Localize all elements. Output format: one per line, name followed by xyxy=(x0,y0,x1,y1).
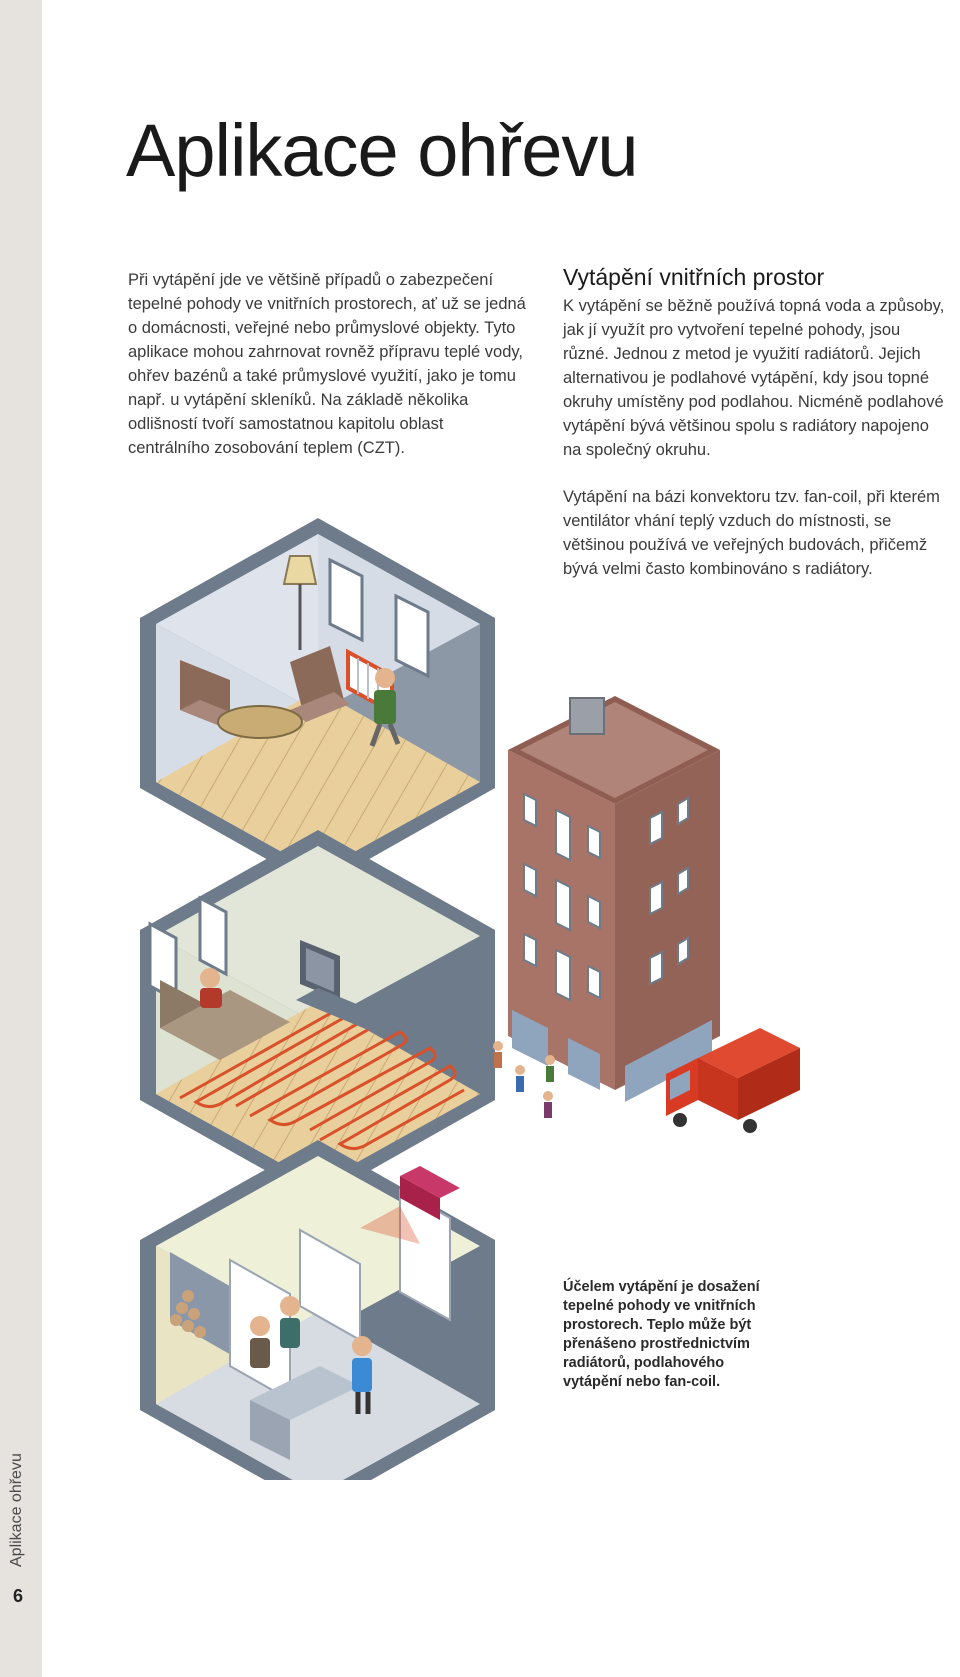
page-number: 6 xyxy=(13,1586,24,1606)
heating-illustration xyxy=(100,500,820,1480)
apartment-building-icon xyxy=(508,696,720,1102)
room-fancoil xyxy=(140,1140,495,1480)
coffee-table-icon xyxy=(218,706,302,738)
sidebar-label: Aplikace ohřevu xyxy=(8,1453,25,1567)
intro-paragraph: Při vytápění jde ve většině případů o zabezpečení tepelné pohody ve vnitřních prostorech, ať už se jedná o domácnosti, veřejné nebo průmyslové objekty. Tyto aplikace mohou zahrnovat rovněž přípravu teplé vody, ohřev bazénů a také průmyslové využití, jako je tomu např. u vytápění skleníků. Na základě několika odlišností tvoří samostatnou kapitolu oblast centrálního zosobování teplem (CZT). xyxy=(128,271,526,457)
section-paragraph-1: K vytápění se běžně používá topná voda a způsoby, jak jí využít pro vytvoření tepelné pohody, jsou různé. Jednou z metod je využití radiátorů. Jejich alternativou je podlahové vytápění, kdy jsou topné okruhy umístěny pod podlahou. Nicméně podlahové vytápění bývá většinou spolu s radiátory napojeno na společný okruhu. xyxy=(563,297,945,459)
section-paragraph-2: Vytápění na bázi konvektoru tzv. fan-coil, při kterém ventilátor vhání teplý vzduch do místnosti, se většinou používá ve veřejných budovách, přičemž bývá velmi často kombinováno s radiátory. xyxy=(563,488,940,578)
illustration-caption: Účelem vytápění je dosažení tepelné pohody ve vnitřních prostorech. Teplo může být přenášeno prostřednictvím radiátorů, podlahového vytápění nebo fan-coil. xyxy=(563,1279,760,1390)
section-title: Vytápění vnitřních prostor xyxy=(563,264,825,290)
page-title: Aplikace ohřevu xyxy=(126,109,638,192)
sidebar xyxy=(0,0,42,1677)
chimney-icon xyxy=(570,698,604,734)
